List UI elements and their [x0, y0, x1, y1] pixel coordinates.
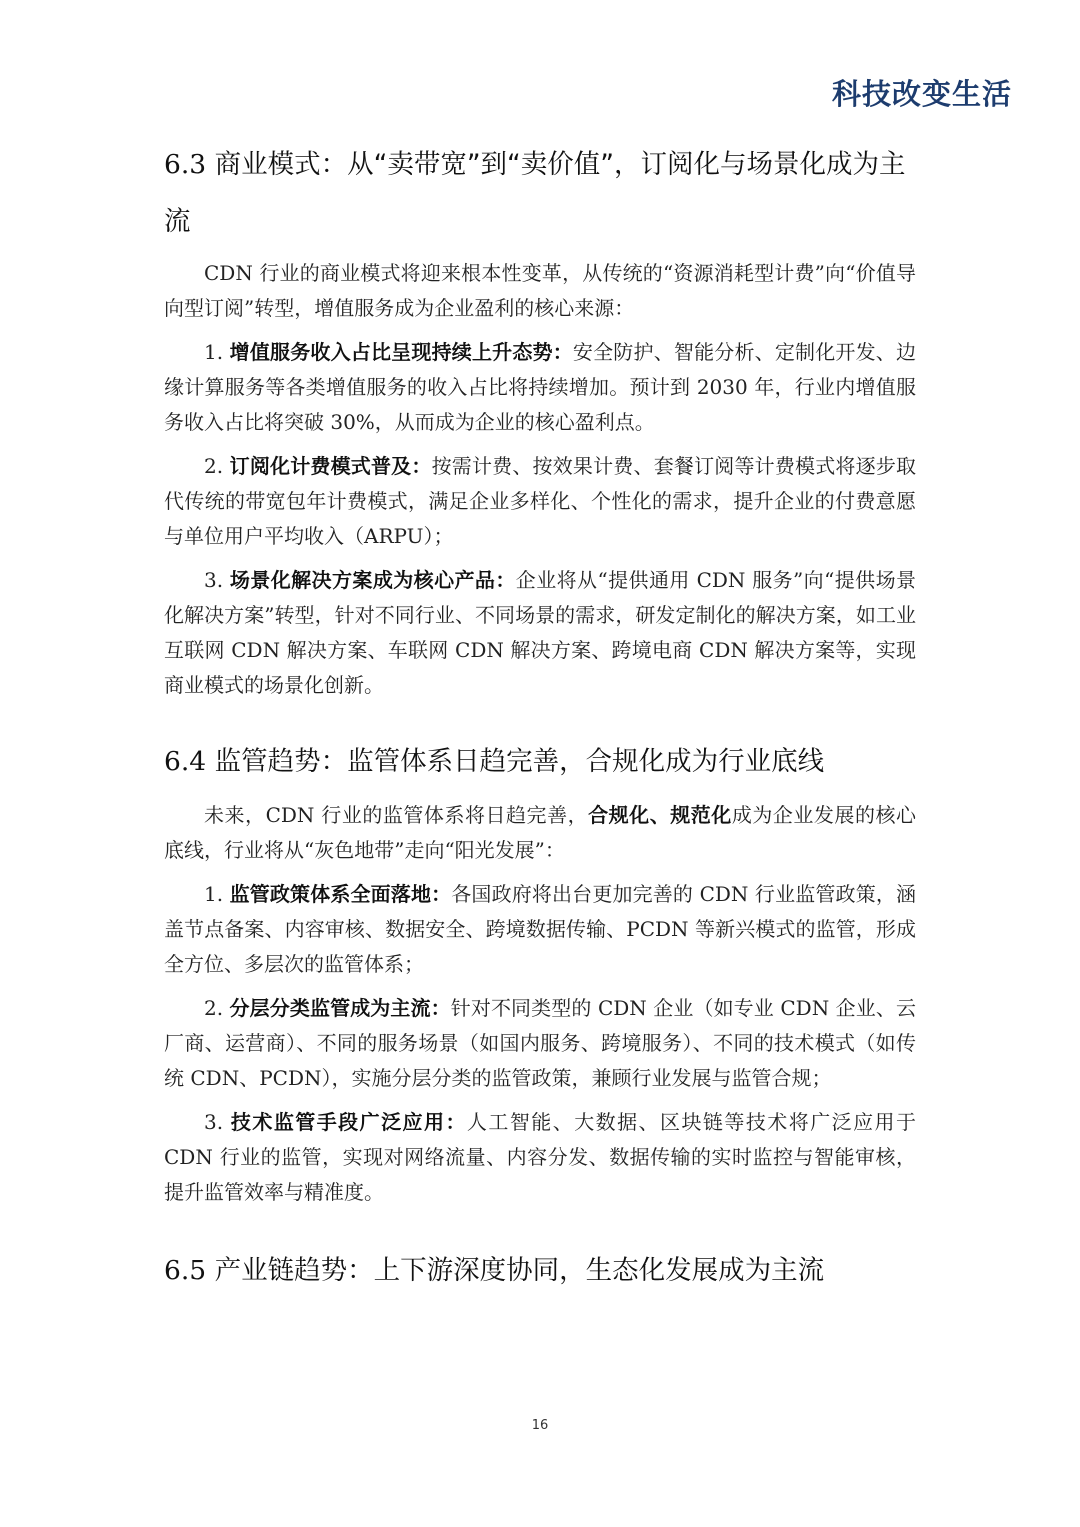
list-item-text: 安全防护、智能分析、定制化开发、边缘计算服务等各类增值服务的收入占比将持续增加。预计到 2030 年，行业内增值服务收入占比将突破 30%，从而成为企业的核心盈利点。 — [164, 340, 917, 434]
list-item-lead: 技术监管手段广泛应用： — [230, 1110, 467, 1134]
section-6-5-heading — [164, 1242, 916, 1299]
brand-logo-text: 科技改变生活 — [831, 77, 1012, 111]
list-item-lead: 订阅化计费模式普及： — [229, 454, 432, 478]
section-6-3-heading — [164, 136, 916, 250]
list-item-text: 人工智能、大数据、区块链等技术将广泛应用于 CDN 行业的监管，实现对网络流量、内容分发、数据传输的实时监控与智能审核，提升监管效率与精准度。 — [164, 1110, 917, 1204]
section-number: 6.3 — [164, 149, 207, 180]
list-item: 2. 分层分类监管成为主流：针对不同类型的 CDN 企业（如专业 CDN 企业、云厂商、运营商）、不同的服务场景（如国内服务、跨境服务）、不同的技术模式（如传统 CDN、PCDN），实施分层分类的监管政策，兼顾行业发展与监管合规； — [164, 996, 916, 1090]
section-6-4-intro: 未来，CDN 行业的监管体系将日趋完善，合规化、规范化成为企业发展的核心底线，行业将从“灰色地带”走向“阳光发展”： — [164, 803, 917, 862]
list-item: 3. 技术监管手段广泛应用：人工智能、大数据、区块链等技术将广泛应用于 CDN 行业的监管，实现对网络流量、内容分发、数据传输的实时监控与智能审核，提升监管效率与精准度。 — [164, 1110, 917, 1204]
list-item-lead: 监管政策体系全面落地： — [229, 882, 452, 906]
intro-emphasis: 合规化、规范化 — [588, 803, 732, 827]
list-item-text: 按需计费、按效果计费、套餐订阅等计费模式将逐步取代传统的带宽包年计费模式，满足企业多样化、个性化的需求，提升企业的付费意愿与单位用户平均收入（ARPU）； — [164, 454, 917, 548]
list-item-text: 各国政府将出台更加完善的 CDN 行业监管政策，涵盖节点备案、内容审核、数据安全、跨境数据传输、PCDN 等新兴模式的监管，形成全方位、多层次的监管体系； — [164, 882, 916, 976]
page-body — [164, 136, 916, 1299]
section-title: 产业链趋势：上下游深度协同，生态化发展成为主流 — [214, 1255, 825, 1286]
page-number: 16 — [531, 1418, 549, 1433]
section-6-4-heading — [164, 733, 916, 790]
list-item-lead: 增值服务收入占比呈现持续上升态势： — [229, 340, 573, 364]
list-item-lead: 场景化解决方案成为核心产品： — [229, 568, 516, 592]
list-item-text: 针对不同类型的 CDN 企业（如专业 CDN 企业、云厂商、运营商）、不同的服务场景（如国内服务、跨境服务）、不同的技术模式（如传统 CDN、PCDN），实施分层分类的监管政策，兼顾行业发展与监管合规； — [164, 996, 916, 1090]
list-item: 3. 场景化解决方案成为核心产品：企业将从“提供通用 CDN 服务”向“提供场景化解决方案”转型，针对不同行业、不同场景的需求，研发定制化的解决方案，如工业互联网 CDN 解决方案、车联网 CDN 解决方案、跨境电商 CDN 解决方案等，实现商业模式的场景化创新。 — [164, 568, 917, 697]
list-item: 1. 监管政策体系全面落地：各国政府将出台更加完善的 CDN 行业监管政策，涵盖节点备案、内容审核、数据安全、跨境数据传输、PCDN 等新兴模式的监管，形成全方位、多层次的监管体系； — [164, 882, 916, 976]
section-6-3-intro: CDN 行业的商业模式将迎来根本性变革，从传统的“资源消耗型计费”向“价值导向型订阅”转型，增值服务成为企业盈利的核心来源： — [164, 261, 916, 320]
list-item-text: 企业将从“提供通用 CDN 服务”向“提供场景化解决方案”转型，针对不同行业、不同场景的需求，研发定制化的解决方案，如工业互联网 CDN 解决方案、车联网 CDN 解决方案、跨境电商 CDN 解决方案等，实现商业模式的场景化创新。 — [164, 568, 917, 697]
section-number: 6.4 — [164, 746, 207, 777]
list-item-lead: 分层分类监管成为主流： — [229, 996, 451, 1020]
section-number: 6.5 — [164, 1255, 207, 1286]
section-title: 监管趋势：监管体系日趋完善，合规化成为行业底线 — [214, 746, 825, 777]
list-item: 2. 订阅化计费模式普及：按需计费、按效果计费、套餐订阅等计费模式将逐步取代传统的带宽包年计费模式，满足企业多样化、个性化的需求，提升企业的付费意愿与单位用户平均收入（ARPU）； — [164, 454, 917, 548]
list-item: 1. 增值服务收入占比呈现持续上升态势：安全防护、智能分析、定制化开发、边缘计算服务等各类增值服务的收入占比将持续增加。预计到 2030 年，行业内增值服务收入占比将突破 30%，从而成为企业的核心盈利点。 — [164, 340, 917, 434]
section-title: 商业模式：从“卖带宽”到“卖价值”，订阅化与场景化成为主流 — [164, 149, 906, 237]
